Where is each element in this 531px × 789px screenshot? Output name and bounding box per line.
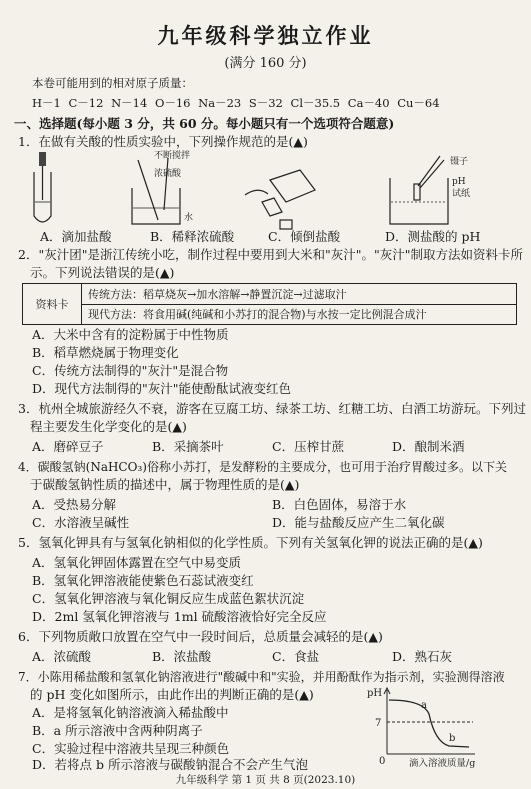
point-a-label: a xyxy=(421,700,427,711)
q5-option-b[interactable]: B．氢氧化钾溶液能使紫色石蕊试液变红 xyxy=(32,573,254,588)
total-score: (满分 160 分) xyxy=(224,56,307,71)
section-heading: 一、选择题(每小题 3 分，共 60 分。每小题只有一个选项符合题意) xyxy=(14,116,395,131)
q3-stem-line1: 3．杭州全城旅游经久不衰，游客在豆腐工坊、绿茶工坊、红糖工坊、白酒工坊游玩。下列过 xyxy=(18,401,526,416)
ph-label: pH xyxy=(452,177,466,187)
page-title: 九年级科学独立作业 xyxy=(157,23,374,48)
data-card-traditional: 传统方法：稻草烧灰→加水溶解→静置沉淀→过滤取汁 xyxy=(88,287,347,301)
data-card-label: 资料卡 xyxy=(23,284,82,324)
q5-option-c[interactable]: C．氢氧化钾溶液与氧化铜反应生成蓝色絮状沉淀 xyxy=(32,591,305,606)
q3-option-c[interactable]: C．压榨甘蔗 xyxy=(272,439,345,454)
tweezers-ph-paper-icon xyxy=(390,156,448,224)
q2-stem-line2: 示。下列说法错误的是(▲) xyxy=(30,265,175,280)
ph-curve-graph xyxy=(365,686,515,768)
q4-stem-line2: 于碳酸氢钠性质的描述中，属于物理性质的是(▲) xyxy=(30,477,300,492)
q6-stem: 6．下列物质敞口放置在空气中一段时间后，总质量会减轻的是(▲) xyxy=(18,629,383,644)
q1-option-b[interactable]: B．稀释浓硫酸 xyxy=(150,229,235,244)
pouring-bottle-icon xyxy=(245,170,315,229)
beaker-stirring-icon xyxy=(132,158,180,224)
q7-option-b[interactable]: B．a 所示溶液中含两种阴离子 xyxy=(32,723,203,738)
q5-stem: 5．氢氧化钾具有与氢氧化钠相似的化学性质。下列有关氢氧化钾的说法正确的是(▲) xyxy=(18,535,483,550)
origin-label: 0 xyxy=(379,756,386,767)
data-card xyxy=(22,283,517,325)
data-card-modern: 现代方法：将食用碱(纯碱和小苏打的混合物)与水按一定比例混合成汁 xyxy=(82,304,516,325)
atomic-mass-intro: 本卷可能用到的相对原子质量： xyxy=(32,76,193,90)
q3-option-d[interactable]: D．酿制米酒 xyxy=(392,439,465,454)
x-axis-label: 滴入溶液质量/g xyxy=(409,758,476,768)
ph7-tick: 7 xyxy=(375,718,382,729)
q2-stem-line1: 2．"灰汁团"是浙江传统小吃，制作过程中要用到大米和"灰汁"。"灰汁"制取方法如资料卡所 xyxy=(18,247,523,262)
y-axis-label: pH xyxy=(367,688,383,699)
q7-option-c[interactable]: C．实验过程中溶液共呈现三种颜色 xyxy=(32,741,230,756)
atomic-mass-list: H－1 C－12 N－14 O－16 Na－23 S－32 Cl－35.5 Ca－40 Cu－64 xyxy=(32,96,440,110)
q4-option-b[interactable]: B．白色固体，易溶于水 xyxy=(272,497,407,512)
q4-stem-line1: 4．碳酸氢钠(NaHCO₃)俗称小苏打，是发酵粉的主要成分，也可用于治疗胃酸过多。以下关 xyxy=(18,460,507,474)
page-footer: 九年级科学 第 1 页 共 8 页(2023.10) xyxy=(175,774,356,786)
q6-option-d[interactable]: D．熟石灰 xyxy=(392,649,453,664)
q2-option-d[interactable]: D．现代方法制得的"灰汁"能使酚酞试液变红色 xyxy=(32,381,292,396)
point-b-label: b xyxy=(449,733,456,744)
sulfuric-acid-label: 浓硫酸 xyxy=(154,169,182,179)
q4-option-c[interactable]: C．水溶液呈碱性 xyxy=(32,515,130,530)
q1-option-a[interactable]: A．滴加盐酸 xyxy=(40,229,112,244)
q7-option-a[interactable]: A．是将氢氧化钠溶液滴入稀盐酸中 xyxy=(32,705,229,720)
q3-stem-line2: 程主要发生化学变化的是(▲) xyxy=(30,419,187,434)
water-label: 水 xyxy=(184,213,194,223)
q3-option-b[interactable]: B．采摘茶叶 xyxy=(152,439,224,454)
q7-option-d[interactable]: D．若将点 b 所示溶液与碳酸钠混合不会产生气泡 xyxy=(32,757,308,772)
tweezers-label: 镊子 xyxy=(450,157,469,167)
q1-apparatus-figure xyxy=(30,150,500,230)
q3-option-a[interactable]: A．磨碎豆子 xyxy=(32,439,104,454)
test-paper-label: 试纸 xyxy=(452,189,471,199)
q7-stem-line2: 的 pH 变化如图所示，由此作出的判断正确的是(▲) xyxy=(30,687,314,702)
q5-option-a[interactable]: A．氢氧化钾固体露置在空气中易变质 xyxy=(32,555,242,570)
q2-option-a[interactable]: A．大米中含有的淀粉属于中性物质 xyxy=(32,327,229,342)
q2-option-b[interactable]: B．稻草燃烧属于物理变化 xyxy=(32,345,179,360)
q5-option-d[interactable]: D．2ml 氢氧化钾溶液与 1ml 硫酸溶液恰好完全反应 xyxy=(32,609,327,624)
q6-option-a[interactable]: A．浓硫酸 xyxy=(32,649,92,664)
q7-stem-line1: 7．小陈用稀盐酸和氢氧化钠溶液进行"酸碱中和"实验，并用酚酞作为指示剂，实验测得溶液 xyxy=(18,670,505,684)
stir-label: 不断搅拌 xyxy=(154,151,191,161)
q4-option-a[interactable]: A．受热易分解 xyxy=(32,497,117,512)
q1-option-c[interactable]: C．倾倒盐酸 xyxy=(268,229,341,244)
q1-stem: 1．在做有关酸的性质实验中，下列操作规范的是(▲) xyxy=(18,134,308,149)
q2-option-c[interactable]: C．传统方法制得的"灰汁"是混合物 xyxy=(32,363,229,378)
q6-option-c[interactable]: C．食盐 xyxy=(272,649,320,664)
dropper-icon xyxy=(39,152,46,200)
q6-option-b[interactable]: B．浓盐酸 xyxy=(152,649,212,664)
q1-option-d[interactable]: D．测盐酸的 pH xyxy=(385,229,481,244)
ph-curve xyxy=(389,700,469,747)
q4-option-d[interactable]: D．能与盐酸反应产生二氧化碳 xyxy=(272,515,445,530)
